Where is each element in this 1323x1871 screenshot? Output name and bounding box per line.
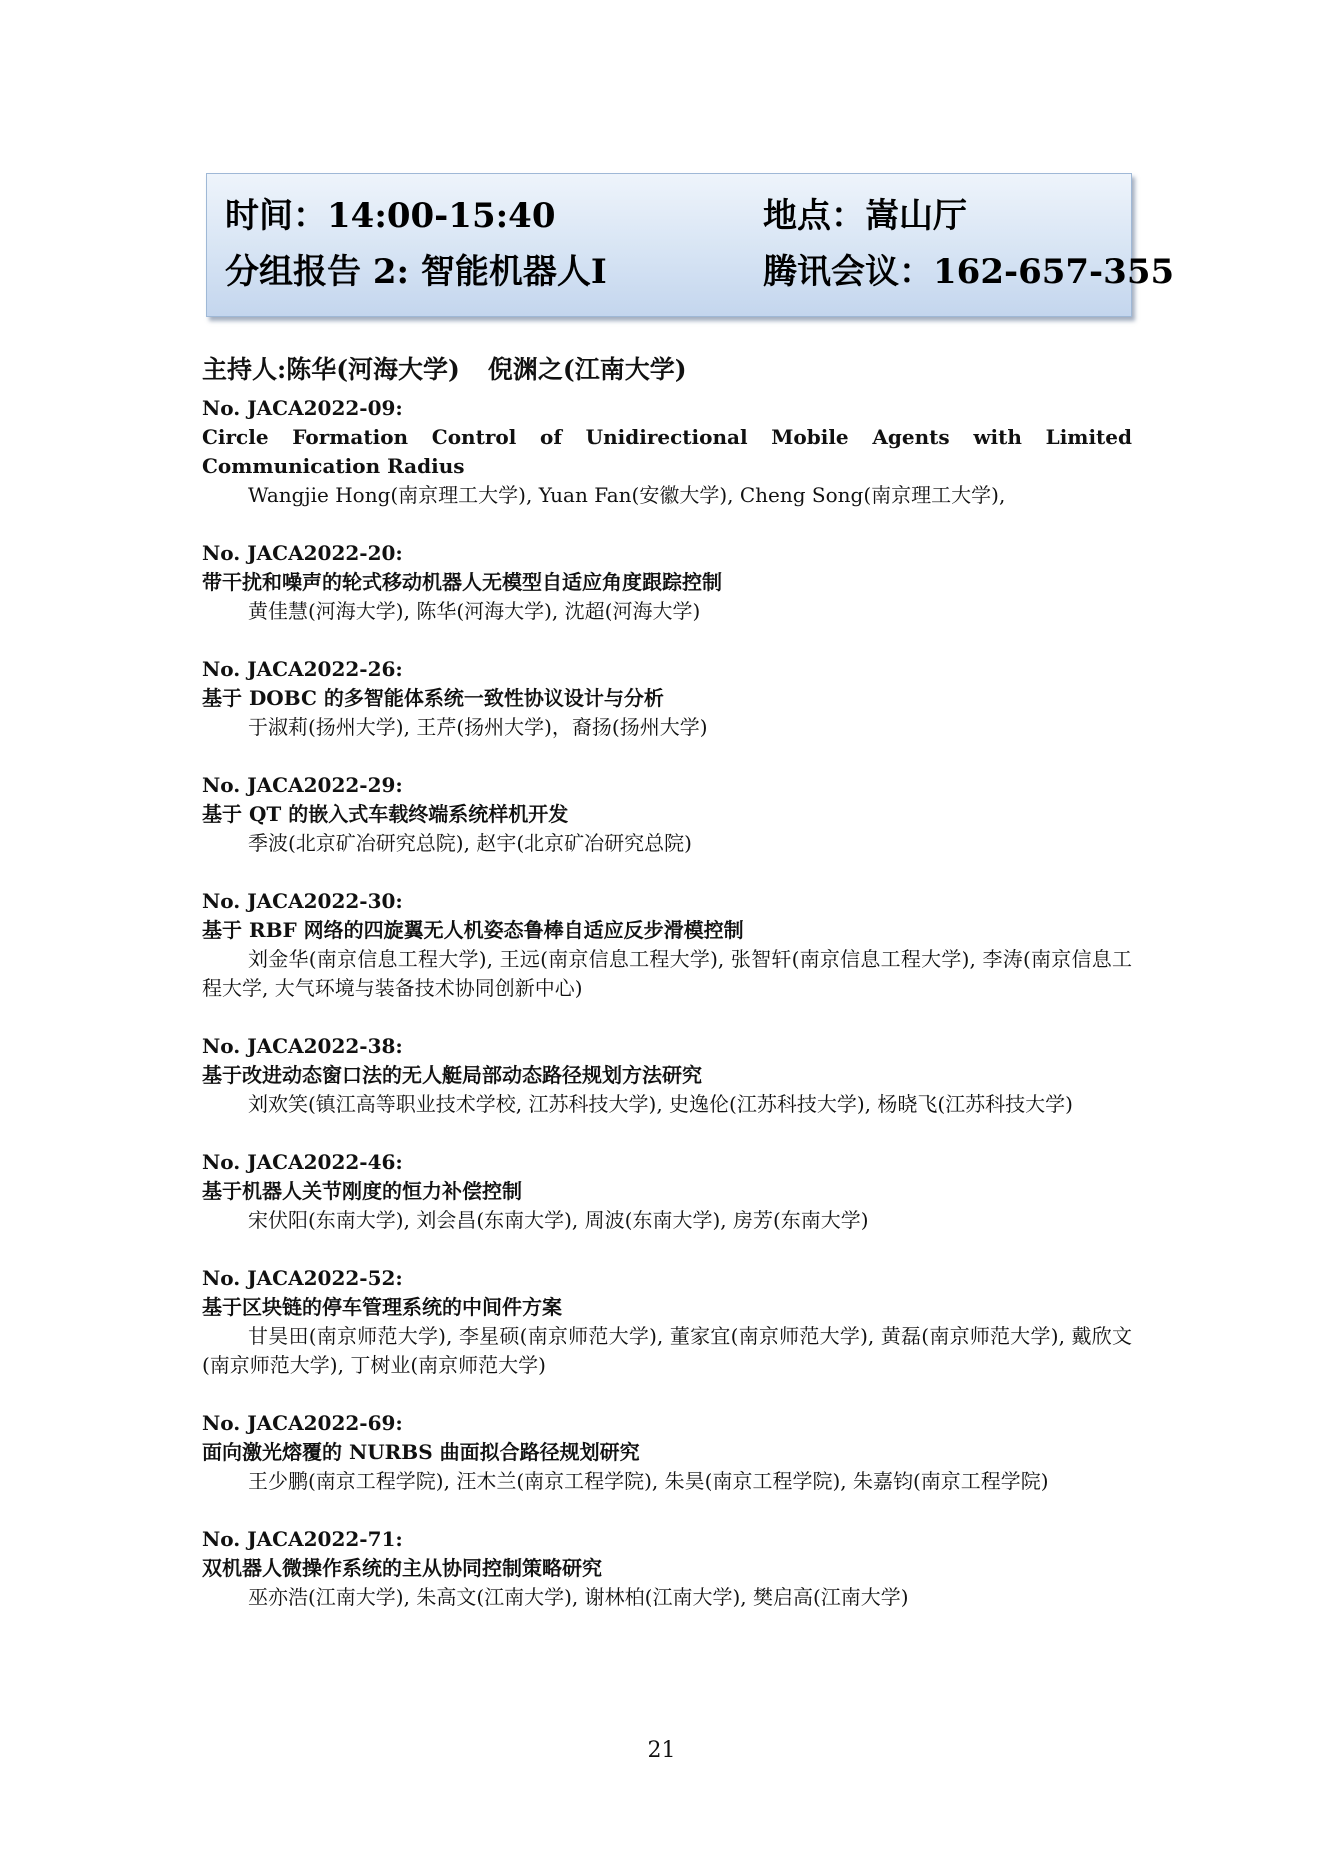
session-place: 地点：嵩山厅: [763, 196, 967, 236]
paper-entry: [202, 1032, 1132, 1119]
paper-entry: [202, 1409, 1132, 1496]
paper-title: 基于改进动态窗口法的无人艇局部动态路径规划方法研究: [202, 1063, 702, 1087]
paper-entry: [202, 539, 1132, 626]
paper-authors: 宋伏阳(东南大学), 刘会昌(东南大学), 周波(东南大学), 房芳(东南大学): [248, 1208, 869, 1232]
paper-list: [202, 394, 1132, 1641]
paper-number: No. JACA2022-52:: [202, 1266, 403, 1290]
paper-authors: 季波(北京矿冶研究总院), 赵宇(北京矿冶研究总院): [248, 831, 692, 855]
paper-title: 基于区块链的停车管理系统的中间件方案: [202, 1295, 562, 1319]
host-primary: 主持人:陈华(河海大学): [202, 355, 460, 384]
paper-entry: [202, 887, 1132, 1003]
paper-title: 基于 RBF 网络的四旋翼无人机姿态鲁棒自适应反步滑模控制: [202, 918, 744, 942]
paper-title: 基于 QT 的嵌入式车载终端系统样机开发: [202, 802, 569, 826]
paper-number: No. JACA2022-29:: [202, 773, 403, 797]
session-time: 时间：14:00-15:40: [225, 196, 556, 236]
page-number: 21: [647, 1738, 676, 1763]
paper-authors: 黄佳慧(河海大学), 陈华(河海大学), 沈超(河海大学): [248, 599, 701, 623]
paper-entry: [202, 1525, 1132, 1612]
paper-number: No. JACA2022-38:: [202, 1034, 403, 1058]
paper-title: Circle Formation Control of Unidirectional Mobile Agents with Limited Communication Radius: [202, 425, 1132, 478]
paper-authors: 于淑莉(扬州大学), 王芹(扬州大学)，裔扬(扬州大学): [248, 715, 708, 739]
paper-entry: [202, 655, 1132, 742]
paper-number: No. JACA2022-09:: [202, 396, 403, 420]
paper-authors: 巫亦浩(江南大学), 朱高文(江南大学), 谢林柏(江南大学), 樊启高(江南大学): [248, 1585, 909, 1609]
paper-title: 双机器人微操作系统的主从协同控制策略研究: [202, 1556, 602, 1580]
paper-number: No. JACA2022-69:: [202, 1411, 403, 1435]
paper-authors: 王少鹏(南京工程学院), 汪木兰(南京工程学院), 朱昊(南京工程学院), 朱嘉钧(南京工程学院): [248, 1469, 1049, 1493]
paper-number: No. JACA2022-46:: [202, 1150, 403, 1174]
paper-title: 带干扰和噪声的轮式移动机器人无模型自适应角度跟踪控制: [202, 570, 722, 594]
paper-authors: Wangjie Hong(南京理工大学), Yuan Fan(安徽大学), Cheng Song(南京理工大学),: [248, 483, 1006, 507]
paper-number: No. JACA2022-71:: [202, 1527, 403, 1551]
paper-title: 基于 DOBC 的多智能体系统一致性协议设计与分析: [202, 686, 664, 710]
paper-authors: 刘欢笑(镇江高等职业技术学校, 江苏科技大学), 史逸伦(江苏科技大学), 杨晓飞(江苏科技大学): [248, 1092, 1073, 1116]
paper-authors: 刘金华(南京信息工程大学), 王远(南京信息工程大学), 张智轩(南京信息工程大学), 李涛(南京信息工程大学, 大气环境与装备技术协同创新中心): [202, 947, 1132, 1000]
paper-entry: [202, 394, 1132, 510]
session-header-box: [206, 173, 1175, 317]
session-title: 分组报告 2: 智能机器人Ⅰ: [225, 252, 607, 292]
paper-entry: [202, 1264, 1132, 1380]
paper-title: 面向激光熔覆的 NURBS 曲面拟合路径规划研究: [202, 1440, 640, 1464]
paper-number: No. JACA2022-30:: [202, 889, 403, 913]
host-secondary: 倪渊之(江南大学): [487, 355, 687, 384]
tencent-meeting-id: 腾讯会议：162-657-355: [763, 252, 1175, 292]
session-hosts: [202, 350, 687, 386]
paper-entry: [202, 771, 1132, 858]
paper-authors: 甘昊田(南京师范大学), 李星硕(南京师范大学), 董家宜(南京师范大学), 黄磊(南京师范大学), 戴欣文(南京师范大学), 丁树业(南京师范大学): [202, 1324, 1132, 1377]
paper-title: 基于机器人关节刚度的恒力补偿控制: [202, 1179, 522, 1203]
paper-entry: [202, 1148, 1132, 1235]
paper-number: No. JACA2022-20:: [202, 541, 403, 565]
paper-number: No. JACA2022-26:: [202, 657, 403, 681]
